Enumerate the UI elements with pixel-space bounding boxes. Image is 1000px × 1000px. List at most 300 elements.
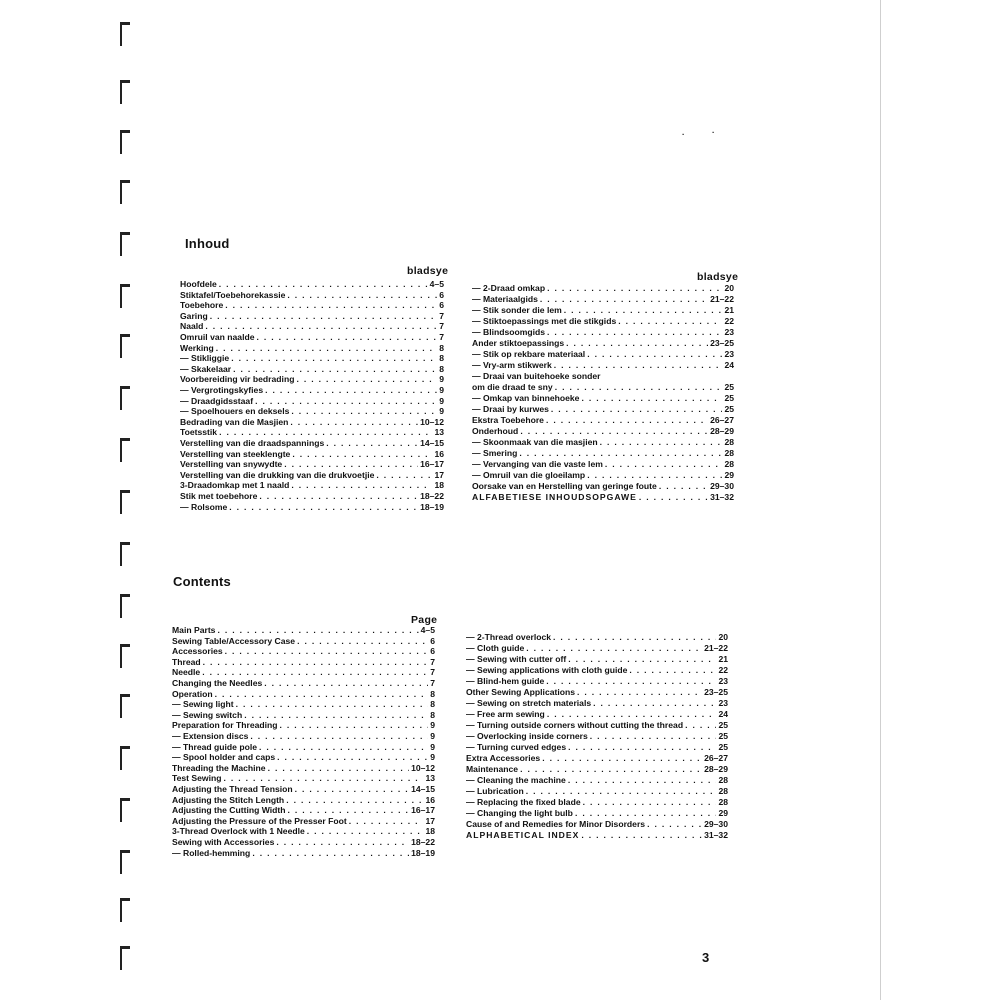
- toc-entry-label: Stiktafel/Toebehorekassie: [180, 289, 286, 300]
- binding-hole-mark: [118, 744, 130, 770]
- toc-entry: [172, 678, 435, 689]
- dot-leader: [225, 646, 429, 657]
- dot-leader: [564, 305, 723, 316]
- toc-entry-label: Toetsstik: [180, 427, 218, 438]
- toc-entry-page: 23: [718, 698, 728, 708]
- toc-entry-label: Extra Accessories: [466, 753, 541, 763]
- toc-entry: [466, 786, 728, 797]
- dot-leader: [520, 764, 702, 775]
- toc-entry-page: 8: [439, 353, 444, 364]
- toc-entry: [472, 294, 734, 305]
- toc-entry-label: — Draai by kurwes: [472, 404, 549, 414]
- toc-entry: [466, 643, 728, 654]
- toc-entry: [472, 448, 734, 459]
- toc-entry-page: 28: [724, 459, 734, 469]
- dot-leader: [376, 470, 432, 481]
- toc-entry: [472, 338, 734, 349]
- toc-entry-label: — Rolled-hemming: [172, 847, 251, 858]
- toc-entry-page: 6: [430, 635, 435, 646]
- toc-entry-label: Ander stiktoepassings: [472, 338, 565, 348]
- toc-entry-page: 28: [724, 437, 734, 447]
- toc-entry: [172, 699, 435, 710]
- binding-hole-mark: [118, 944, 130, 970]
- toc-entry-page: 17: [434, 469, 444, 480]
- dot-leader: [255, 396, 437, 407]
- toc-entry: [180, 459, 444, 470]
- dot-leader: [581, 393, 722, 404]
- toc-entry-label: — Blind-hem guide: [466, 676, 545, 686]
- dot-leader: [568, 742, 716, 753]
- binding-hole-mark: [118, 592, 130, 618]
- toc-entry: [472, 283, 734, 294]
- binding-hole-mark: [118, 332, 130, 358]
- toc-entry-page: 28–29: [704, 764, 728, 774]
- toc-entry-page: 21–22: [704, 643, 728, 653]
- toc-entry-page: 21: [718, 654, 728, 664]
- toc-entry: [472, 305, 734, 316]
- toc-entry: [466, 654, 728, 665]
- dot-leader: [216, 343, 437, 354]
- toc-entry-label: — Replacing the fixed blade: [466, 797, 581, 807]
- toc-entry-label: — Rolsome: [180, 501, 228, 512]
- toc-entry-page: 28: [718, 797, 728, 807]
- toc-entry-page: 25: [718, 731, 728, 741]
- binding-hole-mark: [118, 230, 130, 256]
- dot-leader: [236, 699, 429, 710]
- dot-leader: [568, 654, 716, 665]
- toc-entry-page: 22: [718, 665, 728, 675]
- toc-entry-label: — Turning outside corners without cutting the thread: [466, 720, 684, 730]
- page-edge: [880, 0, 881, 1000]
- dot-leader: [639, 492, 708, 503]
- toc-entry: [172, 731, 435, 742]
- dot-leader: [349, 816, 424, 827]
- dot-leader: [581, 830, 702, 841]
- toc-entry-label: — Skoonmaak van die masjien: [472, 437, 598, 447]
- toc-entry: [172, 636, 435, 647]
- dot-leader: [252, 848, 409, 859]
- dot-leader: [587, 349, 722, 360]
- toc-entry-page: 18–19: [411, 847, 435, 858]
- dot-leader: [224, 773, 424, 784]
- toc-entry-label: Werking: [180, 342, 214, 353]
- toc-entry: [180, 470, 444, 481]
- dot-leader: [547, 283, 722, 294]
- toc-entry-page: 26–27: [704, 753, 728, 763]
- toc-entry: [180, 427, 444, 438]
- toc-entry: [466, 808, 728, 819]
- toc-entry: [172, 625, 435, 636]
- toc-entry: [466, 632, 728, 643]
- toc-entry-label: Verstelling van die draadspannings: [180, 438, 325, 448]
- toc-entry: [472, 316, 734, 327]
- toc-entry: [472, 481, 734, 492]
- toc-entry-label: — Skakelaar: [180, 363, 232, 374]
- toc-entry: [180, 374, 444, 385]
- toc-entry-page: 8: [439, 342, 444, 353]
- dot-leader: [593, 698, 716, 709]
- toc-entry-page: 16–17: [420, 459, 444, 470]
- toc-entry-label: ALPHABETICAL INDEX: [466, 830, 580, 840]
- toc-entry: [180, 417, 444, 428]
- toc-entry-page: 16: [434, 448, 444, 459]
- toc-entry-label: — Sewing on stretch materials: [466, 698, 592, 708]
- toc-entry-label: Cause of and Remedies for Minor Disorders: [466, 819, 646, 829]
- toc-entry-page: 13: [425, 773, 435, 784]
- toc-entry-label: — Spool holder and caps: [172, 752, 276, 763]
- toc-entry-page: 22: [724, 316, 734, 326]
- toc-entry-page: 20: [724, 283, 734, 293]
- toc-entry-label: — Changing the light bulb: [466, 808, 573, 818]
- dot-leader: [217, 625, 418, 636]
- toc-entry: [172, 646, 435, 657]
- dot-leader: [291, 480, 432, 491]
- toc-entry-page: 18–22: [420, 491, 444, 501]
- toc-entry-label: — Sewing applications with cloth guide: [466, 665, 628, 675]
- toc-entry: [180, 343, 444, 354]
- toc-entry: [472, 492, 734, 503]
- binding-hole-mark: [118, 78, 130, 104]
- toc-entry-page: 25: [724, 393, 734, 403]
- dot-leader: [326, 438, 418, 449]
- toc-entry: [466, 731, 728, 742]
- toc-entry-label: Naald: [180, 321, 204, 332]
- toc-entry-page: 21: [724, 305, 734, 315]
- dot-leader: [229, 502, 418, 513]
- toc-entry: [472, 382, 734, 393]
- binding-hole-mark: [118, 896, 130, 922]
- toc-entry-label: Ekstra Toebehore: [472, 415, 544, 425]
- dot-leader: [287, 290, 437, 301]
- toc-entry: [466, 687, 728, 698]
- toc-entry-page: 14–15: [420, 438, 444, 448]
- toc-entry-label: — Draadgidsstaaf: [180, 395, 254, 406]
- toc-entry-page: 7: [430, 667, 435, 678]
- toc-entry-page: 31–32: [710, 492, 734, 502]
- toc-entry-page: 25: [718, 742, 728, 752]
- dot-leader: [568, 775, 717, 786]
- dot-leader: [291, 406, 437, 417]
- toc-entry-label: Maintenance: [466, 764, 519, 774]
- binding-hole-mark: [118, 642, 130, 668]
- toc-entry-page: 23–25: [710, 338, 734, 348]
- toc-entry: [172, 795, 435, 806]
- dot-leader: [250, 731, 428, 742]
- toc-entry-page: 9: [430, 731, 435, 741]
- toc-entry-page: 31–32: [704, 830, 728, 840]
- toc-entry-page: 18–19: [420, 501, 444, 512]
- dot-leader: [292, 449, 432, 460]
- toc-entry-page: 8: [430, 699, 435, 710]
- toc-entry-label: — Vervanging van die vaste lem: [472, 459, 603, 469]
- toc-entry-page: 26–27: [710, 415, 734, 425]
- toc-entry-label: — Free arm sewing: [466, 709, 545, 719]
- toc-entry: [472, 437, 734, 448]
- dot-leader: [575, 808, 717, 819]
- toc-entry-label: — 2-Thread overlock: [466, 632, 552, 642]
- toc-entry-page: 7: [430, 656, 435, 667]
- toc-entry: [172, 837, 435, 848]
- toc-entry: [172, 720, 435, 731]
- binding-hole-mark: [118, 848, 130, 874]
- toc-entry-label: — Omkap van binnehoeke: [472, 393, 580, 403]
- toc-entry-label: Adjusting the Stitch Length: [172, 794, 285, 805]
- toc-entry: [180, 406, 444, 417]
- toc-entry-page: 7: [430, 678, 435, 688]
- dot-leader: [590, 731, 717, 742]
- toc-entry: [172, 826, 435, 837]
- dot-leader: [547, 327, 722, 338]
- toc-entry: [180, 438, 444, 449]
- dot-leader: [629, 665, 716, 676]
- dot-leader: [295, 784, 409, 795]
- toc-entry-page: 8: [439, 363, 444, 374]
- toc-entry: [466, 764, 728, 775]
- toc-entry-page: 6: [430, 646, 435, 657]
- toc-entry: [466, 830, 728, 841]
- toc-entry-label: — Lubrication: [466, 786, 524, 796]
- toc-entry: [472, 415, 734, 426]
- dot-leader: [276, 837, 409, 848]
- toc-entry-label: Hoofdele: [180, 279, 217, 289]
- toc-entry: [472, 426, 734, 437]
- toc-entry: [466, 720, 728, 731]
- toc-entry-label: — Materiaalgids: [472, 294, 538, 304]
- toc-entry: [180, 353, 444, 364]
- toc-entry-label: ALFABETIESE INHOUDSOPGAWE: [472, 492, 637, 502]
- toc-entry: [180, 480, 444, 491]
- binding-hole-mark: [118, 282, 130, 308]
- toc-entry: [172, 667, 435, 678]
- toc-entry: [466, 753, 728, 764]
- toc-entry: [180, 290, 444, 301]
- toc-entry-page: 21–22: [710, 294, 734, 304]
- binding-hole-mark: [118, 796, 130, 822]
- toc-entry-page: 8: [430, 688, 435, 699]
- scan-speck: .: [712, 126, 715, 135]
- dot-leader: [219, 279, 428, 290]
- dot-leader: [307, 826, 424, 837]
- toc-entry-label: Thread: [172, 656, 201, 667]
- dot-leader: [566, 338, 708, 349]
- toc-entry-label: Verstelling van die drukking van die drukvoetjie: [180, 469, 375, 480]
- dot-leader: [519, 448, 722, 459]
- toc-entry-label: Bedrading van die Masjien: [180, 416, 289, 427]
- toc-entry: [172, 805, 435, 816]
- toc-entry: [172, 816, 435, 827]
- dot-leader: [225, 300, 437, 311]
- toc-entry: [472, 371, 734, 382]
- dot-leader: [233, 364, 437, 375]
- toc-entry-page: 6: [439, 300, 444, 311]
- toc-entry: [466, 742, 728, 753]
- binding-hole-mark: [118, 540, 130, 566]
- dot-leader: [583, 797, 717, 808]
- toc-entry-page: 29: [718, 808, 728, 818]
- toc-entry-label: Voorbereiding vir bedrading: [180, 374, 295, 385]
- toc-entry-label: — Extension discs: [172, 731, 249, 741]
- toc-entry: [180, 396, 444, 407]
- toc-entry-page: 10–12: [411, 762, 435, 773]
- dot-leader: [526, 643, 702, 654]
- dot-leader: [587, 470, 722, 481]
- toc-entry-label: — Turning curved edges: [466, 742, 567, 752]
- dot-leader: [520, 426, 708, 437]
- dot-leader: [284, 459, 418, 470]
- toc-entry: [180, 502, 444, 513]
- toc-entry-page: 28: [724, 448, 734, 458]
- toc-entry-label: Stik met toebehore: [180, 491, 258, 501]
- toc-entry-label: Verstelling van steeklengte: [180, 448, 291, 459]
- dot-leader: [231, 353, 437, 364]
- toc-entry: [172, 773, 435, 784]
- binding-hole-mark: [118, 488, 130, 514]
- toc-entry: [172, 657, 435, 668]
- toc-entry-label: — Vry-arm stikwerk: [472, 360, 552, 370]
- toc-entry: [472, 360, 734, 371]
- toc-entry-page: 7: [439, 332, 444, 342]
- toc-entry-page: 16–17: [411, 805, 435, 816]
- binding-hole-mark: [118, 128, 130, 154]
- dot-leader: [296, 374, 437, 385]
- toc-entry: [466, 819, 728, 830]
- toc-entry: [172, 848, 435, 859]
- toc-entry-page: 29–30: [704, 819, 728, 829]
- toc-entry: [172, 742, 435, 753]
- toc-entry: [180, 385, 444, 396]
- toc-entry-label: Adjusting the Cutting Width: [172, 805, 286, 816]
- dot-leader: [297, 636, 428, 647]
- toc-entry-page: 24: [718, 709, 728, 719]
- toc-entry-page: 14–15: [411, 784, 435, 794]
- toc-entry-page: 16: [425, 794, 435, 805]
- toc-entry-page: 6: [439, 289, 444, 300]
- toc-entry-page: 7: [439, 321, 444, 332]
- dot-leader: [547, 709, 717, 720]
- toc-entry: [472, 349, 734, 360]
- dot-leader: [277, 752, 428, 763]
- toc-entry-page: 9: [439, 374, 444, 385]
- afrikaans-left-page-heading: bladsye: [407, 265, 449, 277]
- toc-entry-page: 4–5: [420, 625, 435, 635]
- toc-entry-page: 9: [430, 741, 435, 752]
- toc-entry: [472, 393, 734, 404]
- toc-entry: [172, 784, 435, 795]
- toc-entry-label: — Blindsoomgids: [472, 327, 546, 337]
- dot-leader: [264, 678, 428, 689]
- dot-leader: [265, 385, 437, 396]
- toc-entry-label: — Omruil van die gloeilamp: [472, 470, 586, 480]
- dot-leader: [526, 786, 717, 797]
- toc-entry-label: — Cloth guide: [466, 643, 525, 653]
- toc-entry-page: 17: [425, 815, 435, 826]
- binding-hole-mark: [118, 20, 130, 46]
- toc-entry-label: Sewing with Accessories: [172, 837, 275, 847]
- dot-leader: [551, 404, 723, 415]
- dot-leader: [219, 427, 432, 438]
- afrikaans-right-page-heading: bladsye: [697, 271, 739, 283]
- toc-entry-label: Threading the Machine: [172, 762, 266, 773]
- toc-entry-page: 9: [439, 406, 444, 417]
- toc-entry-label: — Sewing with cutter off: [466, 654, 567, 664]
- toc-entry-label: — Stikliggie: [180, 353, 230, 364]
- toc-entry-page: 20: [718, 632, 728, 642]
- toc-entry-label: Accessories: [172, 646, 223, 657]
- binding-hole-mark: [118, 436, 130, 462]
- dot-leader: [244, 710, 428, 721]
- toc-entry: [172, 763, 435, 774]
- dot-leader: [280, 720, 429, 731]
- toc-entry-page: 18: [434, 480, 444, 491]
- toc-entry-page: 24: [724, 360, 734, 370]
- toc-entry-page: 7: [439, 310, 444, 321]
- english-left-page-heading: Page: [411, 614, 438, 626]
- binding-hole-mark: [118, 692, 130, 718]
- toc-entry-label: Sewing Table/Accessory Case: [172, 635, 296, 646]
- toc-entry: [172, 710, 435, 721]
- toc-entry-label: — 2-Draad omkap: [472, 283, 546, 293]
- dot-leader: [290, 417, 418, 428]
- toc-entry: [466, 665, 728, 676]
- dot-leader: [605, 459, 723, 470]
- toc-entry-label: Omruil van naalde: [180, 332, 255, 342]
- toc-entry-label: Preparation for Threading: [172, 720, 278, 731]
- toc-entry-label: — Smering: [472, 448, 518, 458]
- toc-entry-page: 23: [718, 676, 728, 686]
- dot-leader: [554, 360, 723, 371]
- toc-entry-page: 8: [430, 709, 435, 720]
- toc-entry-label: — Stik sonder die lem: [472, 305, 562, 315]
- toc-entry: [172, 689, 435, 700]
- toc-entry-label: — Stik op rekbare materiaal: [472, 349, 586, 359]
- dot-leader: [288, 805, 410, 816]
- toc-entry: [472, 404, 734, 415]
- toc-entry-label: — Stiktoepassings met die stikgids: [472, 316, 617, 326]
- binding-holes: [118, 0, 148, 1000]
- toc-entry-page: 18–22: [411, 837, 435, 847]
- toc-entry-page: 13: [434, 427, 444, 438]
- toc-entry-label: Operation: [172, 688, 213, 699]
- toc-entry-page: 9: [439, 395, 444, 406]
- toc-entry-page: 25: [724, 404, 734, 414]
- afrikaans-title: Inhoud: [185, 236, 230, 251]
- toc-entry-page: 29: [724, 470, 734, 480]
- toc-entry-label: Test Sewing: [172, 773, 222, 784]
- dot-leader: [257, 332, 438, 343]
- toc-entry: [472, 470, 734, 481]
- toc-entry-page: 9: [430, 720, 435, 731]
- toc-entry-label: Verstelling van snywydte: [180, 459, 283, 470]
- dot-leader: [259, 742, 428, 753]
- dot-leader: [577, 687, 702, 698]
- dot-leader: [659, 481, 708, 492]
- toc-entry-page: 23: [724, 349, 734, 359]
- toc-entry-label: — Cleaning the machine: [466, 775, 566, 785]
- dot-leader: [553, 632, 716, 643]
- toc-entry-label: om die draad te sny: [472, 382, 553, 392]
- toc-entry: [180, 300, 444, 311]
- toc-entry-page: 25: [718, 720, 728, 730]
- toc-entry-label: Garing: [180, 310, 208, 321]
- toc-entry-label: — Draai van buitehoeke sonder: [472, 371, 601, 381]
- dot-leader: [286, 795, 423, 806]
- dot-leader: [546, 676, 716, 687]
- toc-entry-label: — Sewing light: [172, 699, 234, 710]
- toc-entry-label: — Thread guide pole: [172, 741, 257, 752]
- dot-leader: [555, 382, 723, 393]
- toc-entry-label: Toebehore: [180, 300, 224, 311]
- toc-entry-label: Changing the Needles: [172, 678, 263, 688]
